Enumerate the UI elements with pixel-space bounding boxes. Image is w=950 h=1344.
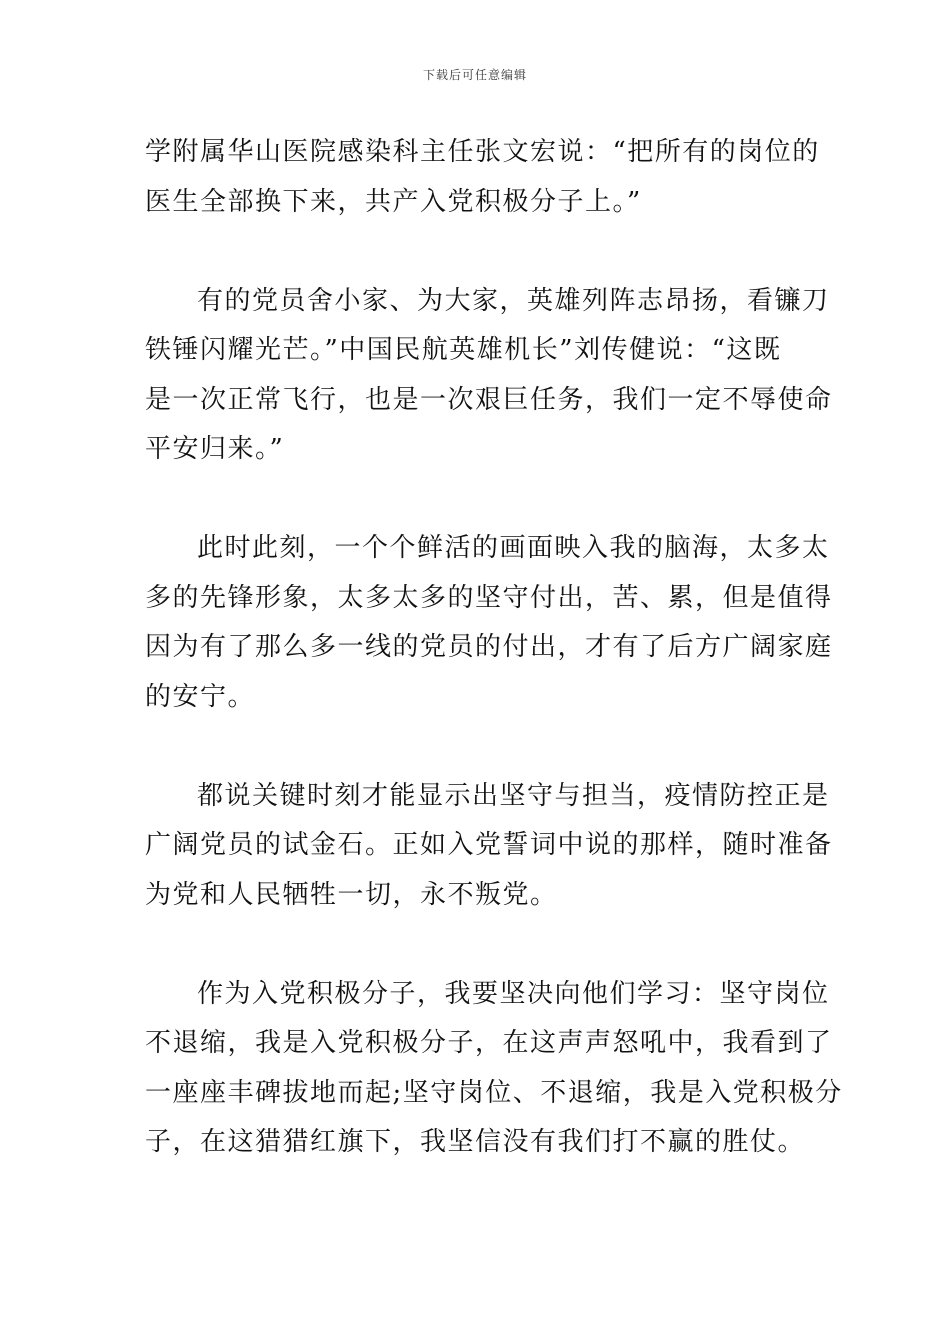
text-line: 多的先锋形象，太多太多的坚守付出，苦、累，但是值得: [145, 582, 833, 613]
text-line: 为党和人民牺牲一切，永不叛党。: [145, 879, 558, 910]
paragraph: [145, 524, 833, 722]
text-line: 的安宁。: [145, 681, 256, 712]
text-line: 一座座丰碑拔地而起;坚守岗位、不退缩，我是入党积极分: [145, 1077, 843, 1108]
text-line: 都说关键时刻才能显示出坚守与担当，疫情防控正是: [197, 780, 830, 811]
text-line: 学附属华山医院感染科主任张文宏说：“把所有的岗位的: [145, 137, 820, 167]
text-line: 作为入党积极分子，我要坚决向他们学习：坚守岗位: [197, 978, 830, 1009]
paragraph: [145, 128, 820, 227]
text-line: 此时此刻，一个个鲜活的画面映入我的脑海，太多太: [197, 533, 830, 563]
text-line: 有的党员舍小家、为大家，英雄列阵志昂扬，看镰刀: [197, 285, 830, 316]
text-line: 因为有了那么多一线的党员的付出，才有了后方广阔家庭: [145, 632, 833, 662]
paragraph: [145, 277, 833, 475]
text-line: 是一次正常飞行，也是一次艰巨任务，我们一定不辱使命: [145, 384, 833, 415]
document-body: [145, 128, 843, 1168]
page-header: 下载后可任意编辑: [422, 68, 527, 82]
text-line: 子，在这猎猎红旗下，我坚信没有我们打不赢的胜仗。: [145, 1127, 806, 1157]
text-line: 铁锤闪耀光芒。”中国民航英雄机长”刘传健说：“这既: [145, 335, 782, 365]
text-line: 医生全部换下来，共产入党积极分子上。”: [145, 186, 642, 217]
text-line: 不退缩，我是入党积极分子，在这声声怒吼中，我看到了: [145, 1028, 833, 1058]
text-line: 广阔党员的试金石。正如入党誓词中说的那样，随时准备: [145, 830, 833, 860]
paragraph: [145, 772, 833, 921]
text-line: 平安归来。”: [145, 434, 285, 464]
paragraph: [145, 970, 843, 1168]
